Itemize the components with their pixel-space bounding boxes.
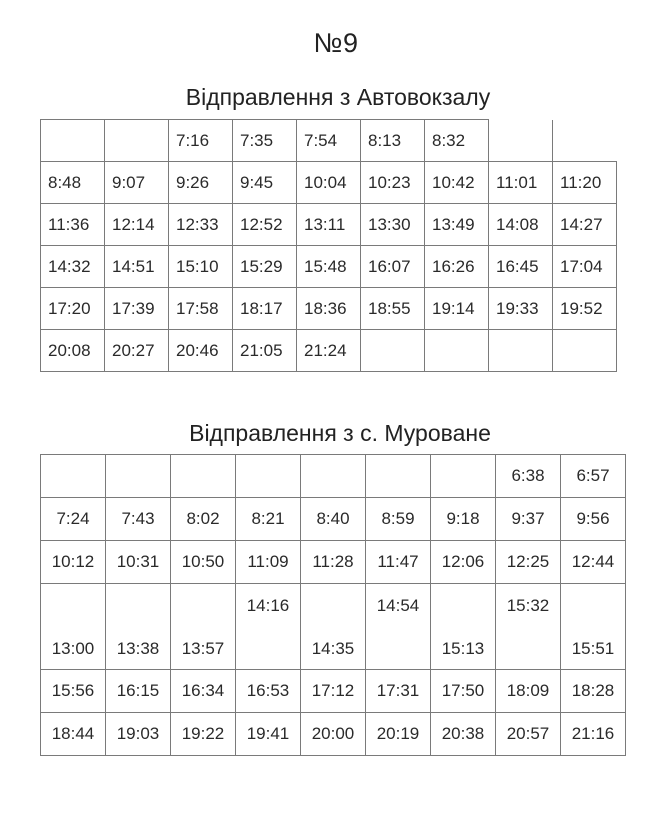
departure-time-cell: 15:10 xyxy=(169,246,233,288)
departure-time-cell xyxy=(236,455,301,498)
departure-time-cell: 8:48 xyxy=(41,162,105,204)
departure-time-cell: 12:14 xyxy=(105,204,169,246)
departure-time-cell: 14:51 xyxy=(105,246,169,288)
departure-time-cell: 19:52 xyxy=(553,288,617,330)
departure-time-cell xyxy=(106,584,171,670)
timetable-row xyxy=(41,713,626,756)
timetable-row xyxy=(41,246,617,288)
departure-time-cell: 21:24 xyxy=(297,330,361,372)
departure-time-cell: 13:49 xyxy=(425,204,489,246)
departure-time-upper: 14:16 xyxy=(246,596,290,615)
departure-time-cell xyxy=(106,455,171,498)
departure-time-cell: 20:08 xyxy=(41,330,105,372)
timetable-row xyxy=(41,498,626,541)
departure-time-cell xyxy=(41,584,106,670)
departure-time-cell: 15:56 xyxy=(41,670,106,713)
blank-area xyxy=(553,120,617,162)
departure-time-cell: 9:56 xyxy=(561,498,626,541)
departure-time-cell: 20:57 xyxy=(496,713,561,756)
timetable-row xyxy=(41,330,617,372)
departure-time-cell: 7:16 xyxy=(169,120,233,162)
timetable-row xyxy=(41,670,626,713)
departure-time-cell xyxy=(561,584,626,670)
departure-time-cell: 11:47 xyxy=(366,541,431,584)
departure-time-cell: 14:08 xyxy=(489,204,553,246)
departure-time-cell: 19:03 xyxy=(106,713,171,756)
departures-from-bus-station-table xyxy=(40,119,617,372)
departure-time-cell: 14:32 xyxy=(41,246,105,288)
departure-time-cell: 17:31 xyxy=(366,670,431,713)
departure-time-cell: 13:30 xyxy=(361,204,425,246)
departure-time-cell xyxy=(171,455,236,498)
timetable-row xyxy=(41,162,617,204)
departure-time-cell: 7:43 xyxy=(106,498,171,541)
departure-time-cell: 8:13 xyxy=(361,120,425,162)
departure-time-cell xyxy=(105,120,169,162)
timetable-row xyxy=(41,455,626,498)
departure-time-cell: 20:27 xyxy=(105,330,169,372)
departure-time-cell xyxy=(41,120,105,162)
departure-time-cell: 19:22 xyxy=(171,713,236,756)
departure-time-cell: 10:23 xyxy=(361,162,425,204)
departure-time-cell xyxy=(425,330,489,372)
departure-time-upper: 14:54 xyxy=(376,596,420,615)
departure-time-cell: 19:41 xyxy=(236,713,301,756)
departure-time-cell: 17:12 xyxy=(301,670,366,713)
departure-time-cell: 16:07 xyxy=(361,246,425,288)
departure-time-cell: 16:34 xyxy=(171,670,236,713)
departure-time-cell xyxy=(431,584,496,670)
departure-time-cell xyxy=(496,584,561,670)
departure-time-cell: 18:36 xyxy=(297,288,361,330)
departure-time-lower: 15:13 xyxy=(441,639,485,658)
departure-time-cell: 8:32 xyxy=(425,120,489,162)
departure-time-cell: 11:36 xyxy=(41,204,105,246)
timetable-row xyxy=(41,288,617,330)
departure-time-cell: 18:09 xyxy=(496,670,561,713)
departure-time-cell xyxy=(489,330,553,372)
departures-from-murovane-title: Відправлення з с. Муроване xyxy=(189,420,491,446)
departure-time-cell: 9:26 xyxy=(169,162,233,204)
timetable-row xyxy=(41,204,617,246)
departure-time-cell: 12:06 xyxy=(431,541,496,584)
departure-time-cell: 17:58 xyxy=(169,288,233,330)
departure-time-cell: 13:11 xyxy=(297,204,361,246)
departure-time-cell: 16:45 xyxy=(489,246,553,288)
departure-time-cell: 11:01 xyxy=(489,162,553,204)
departure-time-cell: 10:42 xyxy=(425,162,489,204)
departure-time-lower: 13:00 xyxy=(51,639,95,658)
departure-time-cell: 6:38 xyxy=(496,455,561,498)
departure-time-cell: 19:14 xyxy=(425,288,489,330)
departure-time-cell xyxy=(361,330,425,372)
departures-from-murovane-table xyxy=(40,454,626,756)
departure-time-lower: 14:35 xyxy=(311,639,355,658)
departure-time-cell: 12:52 xyxy=(233,204,297,246)
departure-time-cell: 8:02 xyxy=(171,498,236,541)
departure-time-cell: 18:55 xyxy=(361,288,425,330)
departure-time-cell xyxy=(553,330,617,372)
departure-time-cell: 7:54 xyxy=(297,120,361,162)
departure-time-cell: 20:19 xyxy=(366,713,431,756)
departure-time-cell: 21:16 xyxy=(561,713,626,756)
departure-time-cell: 16:26 xyxy=(425,246,489,288)
departure-time-cell: 12:33 xyxy=(169,204,233,246)
departure-time-cell: 17:50 xyxy=(431,670,496,713)
departure-time-cell: 11:09 xyxy=(236,541,301,584)
timetable-row xyxy=(41,541,626,584)
departure-time-cell: 9:37 xyxy=(496,498,561,541)
departure-time-cell: 19:33 xyxy=(489,288,553,330)
departure-time-cell: 16:53 xyxy=(236,670,301,713)
departure-time-cell xyxy=(301,455,366,498)
departure-time-cell xyxy=(171,584,236,670)
departure-time-cell: 8:21 xyxy=(236,498,301,541)
departure-time-cell: 17:04 xyxy=(553,246,617,288)
departure-time-cell: 7:35 xyxy=(233,120,297,162)
departure-time-cell: 17:39 xyxy=(105,288,169,330)
departure-time-cell: 9:07 xyxy=(105,162,169,204)
departure-time-cell: 8:59 xyxy=(366,498,431,541)
departure-time-cell xyxy=(41,455,106,498)
departure-time-cell xyxy=(236,584,301,670)
departure-time-cell: 18:17 xyxy=(233,288,297,330)
departure-time-upper: 15:32 xyxy=(506,596,550,615)
departure-time-cell: 6:57 xyxy=(561,455,626,498)
departure-time-cell: 12:44 xyxy=(561,541,626,584)
departure-time-lower: 13:57 xyxy=(181,639,225,658)
departure-time-cell xyxy=(366,455,431,498)
departure-time-cell: 15:29 xyxy=(233,246,297,288)
departure-time-cell: 11:20 xyxy=(553,162,617,204)
timetable-row xyxy=(41,120,617,162)
departure-time-lower: 15:51 xyxy=(571,639,615,658)
departure-time-cell: 8:40 xyxy=(301,498,366,541)
departure-time-cell: 9:18 xyxy=(431,498,496,541)
departure-time-cell: 15:48 xyxy=(297,246,361,288)
blank-area xyxy=(489,120,553,162)
departure-time-cell xyxy=(366,584,431,670)
departure-time-cell: 18:44 xyxy=(41,713,106,756)
departure-time-cell: 20:00 xyxy=(301,713,366,756)
departures-from-bus-station-title: Відправлення з Автовокзалу xyxy=(185,84,491,110)
departure-time-cell: 11:28 xyxy=(301,541,366,584)
departure-time-cell: 9:45 xyxy=(233,162,297,204)
departure-time-cell: 21:05 xyxy=(233,330,297,372)
departure-time-cell: 18:28 xyxy=(561,670,626,713)
departure-time-cell xyxy=(431,455,496,498)
departure-time-cell: 7:24 xyxy=(41,498,106,541)
departure-time-cell: 12:25 xyxy=(496,541,561,584)
departure-time-cell: 17:20 xyxy=(41,288,105,330)
timetable-row xyxy=(41,584,626,670)
departure-time-cell: 10:50 xyxy=(171,541,236,584)
departure-time-cell: 10:04 xyxy=(297,162,361,204)
departure-time-lower: 13:38 xyxy=(116,639,160,658)
departure-time-cell: 20:38 xyxy=(431,713,496,756)
route-number-title: №9 xyxy=(313,28,359,58)
departure-time-cell: 14:27 xyxy=(553,204,617,246)
departure-time-cell: 20:46 xyxy=(169,330,233,372)
departure-time-cell: 16:15 xyxy=(106,670,171,713)
departure-time-cell: 10:31 xyxy=(106,541,171,584)
departure-time-cell: 10:12 xyxy=(41,541,106,584)
departure-time-cell xyxy=(301,584,366,670)
